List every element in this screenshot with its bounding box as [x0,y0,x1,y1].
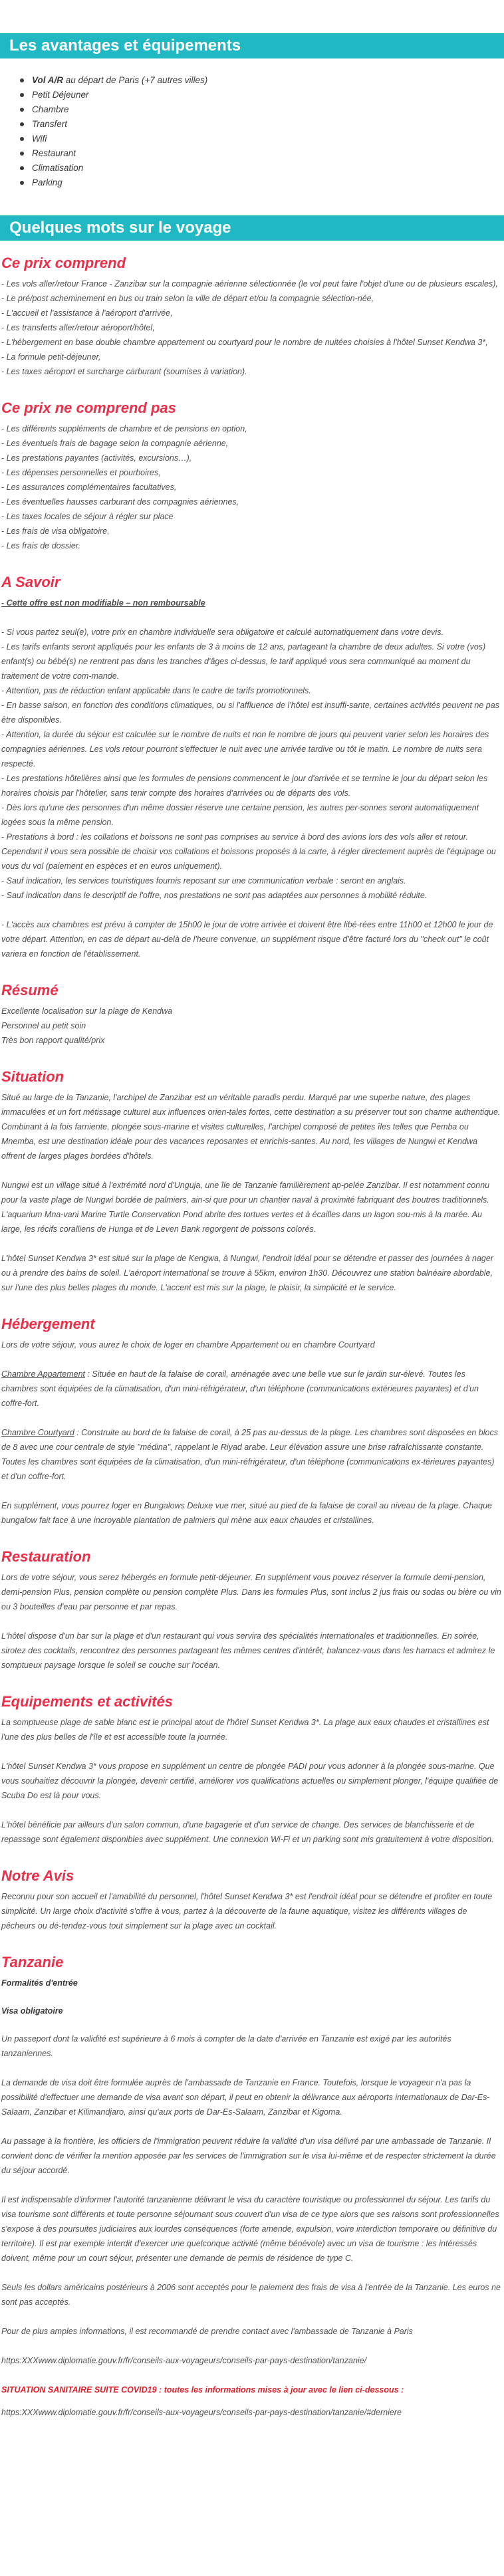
restauration-paragraph: L'hôtel dispose d'un bar sur la plage et d'un restaurant qui vous servira des spécialités internationales et traditionnelles. En soirée, sirotez des cocktails, rencontrez des personnes partageant les mêmes centres d'intérêt, balancez-vous dans les hamacs et admirez le somptueux paysage lorsque le soleil se couche sur l'océan. [1,1631,495,1670]
tanzanie-paragraph: Au passage à la frontière, les officiers de l'immigration peuvent réduire la validité d'un visa délivré par une ambassade de Tanzanie. Il convient donc de vérifier la mention apposée par les services de l'immigration sur le visa lui-même et de respecter strictement la durée du séjour accordé. [1,2137,496,2175]
advantages-list [0,73,504,190]
resume-line: Très bon rapport qualité/prix [1,1036,105,1045]
advantages-banner: Les avantages et équipements [0,33,504,59]
list-item: Climatisation [32,161,504,176]
a-savoir-paragraph: - L'accès aux chambres est prévu à compter de 15h00 le jour de votre arrivée et doivent être libé-rées entre 11h00 et 12h00 le jour de votre départ. Attention, en cas de départ au-delà de l'heure convenue, un supplément risque d'être facturé lors du "check out" le coût variera en fonction de l'établissement. [1,920,493,959]
equipements-paragraph: L'hôtel bénéficie par ailleurs d'un salon commun, d'une bagagerie et d'un service de change. Des services de blanchisserie et de repassage sont également disponibles avec supplément. Une connexion Wi-Fi et un parking sont mis gratuitement à votre disposition. [1,1820,494,1844]
equipements-paragraph: L'hôtel Sunset Kendwa 3* vous propose en supplément un centre de plongée PADI pour vous adonner à la plongée sous-marine. Que vous souhaitiez découvrir la plongée, devenir certifié, améliorer vos qualifications actuelles ou simplement plonger, l'équipe qualifiée de Scuba Do est là pour vous. [1,1762,499,1800]
list-item: - Les assurances complémentaires facultatives, [1,483,177,492]
resume-line: Personnel au petit soin [1,1021,86,1030]
tanzanie-paragraph: Il est indispensable d'informer l'autorité tanzanienne délivrant le visa du caractère touristique ou professionnel du séjour. Les tarifs du visa tourisme sont différents et toute personne séjournant sous couvert d'un visa de ce type alors que ses raisons sont professionnelles s'expose à des poursuites judiciaires aux lourdes conséquences (forte amende, expulsion, voire interdiction temporaire ou définitive du territoire). Il est par exemple interdit d'exercer une quelconque activité (même bénévole) avec un visa de tourisme : les intéressés doivent, même pour un court séjour, présenter une demande de permis de résidence de type C. [1,2195,499,2263]
list-item: Transfert [32,117,504,132]
about-content [0,254,504,2420]
list-item: - Les transferts aller/retour aéroport/hôtel, [1,323,155,332]
diplomatie-link[interactable]: https:XXXwww.diplomatie.gouv.fr/fr/conseils-aux-voyageurs/conseils-par-pays-destination/tanzanie/ [1,2356,367,2365]
list-item: - L'hébergement en base double chambre appartement ou courtyard pour le nombre de nuitées choisies à l'hôtel Sunset Kendwa 3*, [1,338,488,347]
list-item: Parking [32,176,504,190]
tanzanie-paragraph: Un passeport dont la validité est supérieure à 6 mois à compter de la date d'arrivée en Tanzanie est exigé par les autorités tanzaniennes. [1,2034,451,2058]
hebergement-courtyard: Chambre Courtyard : Construite au bord de la falaise de corail, à 25 pas au-dessus de la plage. Les chambres sont disposées en blocs de 8 avec une cour centrale de style "médina", rappelant le Riyad arabe. Leur élévation assure une brise rafraîchissante constante. Toutes les chambres sont équipées de la climatisation, d'un mini-réfrigérateur, d'un téléphone (communications ex-térieures payantes) et d'un coffre-fort. [1,1428,498,1481]
equipements-paragraph: La somptueuse plage de sable blanc est le principal atout de l'hôtel Sunset Kendwa 3*. La plage aux eaux chaudes et cristallines est l'une des plus belles de l'île et est accessible toute la journée. [1,1718,489,1742]
list-item: - Les frais de visa obligatoire, [1,527,110,536]
tanzanie-title: Tanzanie [1,1954,64,1970]
price-excludes-list [1,421,501,553]
tanzanie-paragraph: La demande de visa doit être formulée auprès de l'ambassade de Tanzanie en France. Toutefois, lorsque le voyageur n'a pas la possibilité d'effectuer une demande de visa avant son départ, il peut en obtenir la délivrance aux aéroports internationaux de Dar-Es-Salaam, Zanzibar et Kilimandjaro, ainsi qu'aux ports de Dar-Es-Salaam, Zanzibar et Kigoma. [1,2078,490,2117]
list-item: - Les dépenses personnelles et pourboires, [1,468,161,477]
hebergement-bungalow: En supplément, vous pourrez loger en Bungalows Deluxe vue mer, situé au pied de la falaise de corail au niveau de la plage. Chaque bungalow fait face à une incroyable plantation de palmiers qui mène aux eaux chaudes et cristallines. [1,1501,492,1525]
restauration-title: Restauration [1,1548,91,1565]
tanzanie-paragraph: Pour de plus amples informations, il est recommandé de prendre contact avec l'ambassade de Tanzanie à Paris [1,2327,413,2336]
hebergement-appartement: Chambre Appartement : Située en haut de la falaise de corail, aménagée avec une belle vue sur le jardin sur-élevé. Toutes les chambres sont équipées de la climatisation, d'un mini-réfrigérateur, d'un téléphone (communications extérieures payantes) et d'un coffre-fort. [1,1369,479,1408]
situation-paragraph: L'hôtel Sunset Kendwa 3* est situé sur la plage de Kengwa, à Nungwi, l'endroit idéal pour se détendre et passer des journées à nager ou à prendre des bains de soleil. L'aéroport international se trouve à 55km, environ 1h30. Découvrez une station balnéaire abordable, sur l'une des plus belles plages du monde. L'accent est mis sur la plage, le plaisir, la simplicité et le service. [1,1254,493,1292]
list-item: - Les prestations payantes (activités, excursions…), [1,453,192,463]
list-item: Restaurant [32,146,504,161]
list-item: - Les différents suppléments de chambre et de pensions en option, [1,424,247,433]
list-item: Chambre [32,102,504,117]
covid-notice: SITUATION SANITAIRE SUITE COVID19 : toutes les informations mises à jour avec le lien ci-dessous : [1,2385,404,2395]
price-excludes-title: Ce prix ne comprend pas [1,400,176,416]
restauration-paragraph: Lors de votre séjour, vous serez hébergés en formule petit-déjeuner. En supplément vous pouvez réserver la formule demi-pension, demi-pension Plus, pension complète ou pension complète Plus. Dans les formules Plus, sont inclus 2 jus frais ou sodas ou bière ou vin ou 3 bouteilles d'eau par personne et par repas. [1,1573,501,1611]
situation-paragraph: Situé au large de la Tanzanie, l'archipel de Zanzibar est un véritable paradis perdu. Marqué par une superbe nature, des plages immaculées et un fort métissage culturel aux influences orien-tales fortes, cette destination a su préserver tout son charme authentique. Combinant à la fois farniente, plongée sous-marine et visites culturelles, l'archipel composé de petites îles telles que Pemba ou Mnemba, est une destination idéale pour des vacances reposantes et enrichis-santes. Au nord, les villages de Nungwi et Kendwa offrent de larges plages bordées d'hôtels. [1,1093,501,1161]
formalites-heading: Formalités d'entrée [1,1978,78,1988]
list-item: Wifi [32,132,504,146]
covid-link[interactable]: https:XXXwww.diplomatie.gouv.fr/fr/conseils-aux-voyageurs/conseils-par-pays-destination/tanzanie/#derniere [1,2408,402,2417]
notre-avis-title: Notre Avis [1,1867,74,1884]
list-item: - Les vols aller/retour France - Zanzibar sur la compagnie aérienne sélectionnée (le vol peut faire l'objet d'une ou de plusieurs escales), [1,279,498,289]
situation-paragraph: Nungwi est un village situé à l'extrémité nord d'Unguja, une île de Tanzanie familièrement ap-pelée Zanzibar. Il est notamment connu pour la vaste plage de Nungwi bordée de palmiers, ain-si que pour un chantier naval à proximité fabriquant des boutres traditionnels. L'aquarium Mna-vani Marine Turtle Conservation Pond abrite des tortues vertes et à écailles dans un lagon sou-mis à la marée. Au large, les récifs coralliens de Hunga et de Leven Bank regorgent de poissons colorés. [1,1181,490,1234]
a-savoir-subtitle: - Cette offre est non modifiable – non remboursable [1,598,205,608]
hebergement-intro: Lors de votre séjour, vous aurez le choix de loger en chambre Appartement ou en chambre Courtyard [1,1340,375,1349]
list-item: - Les éventuels frais de bagage selon la compagnie aérienne, [1,439,229,448]
notre-avis-text: Reconnu pour son accueil et l'amabilité du personnel, l'hôtel Sunset Kendwa 3* est l'endroit idéal pour se détendre et profiter en toute simplicité. Un large choix d'activité s'offre à vous, partez à la découverte de la faune aquatique, visitez les différents villages de pêcheurs ou dé-tendez-vous tout simplement sur la plage avec un cocktail. [1,1892,493,1931]
list-item: Vol A/R au départ de Paris (+7 autres villes) [32,73,504,88]
visa-heading: Visa obligatoire [1,2006,63,2016]
list-item: - Les taxes aéroport et surcharge carburant (soumises à variation). [1,367,247,376]
list-item: - Le pré/post acheminement en bus ou train selon la ville de départ et/ou la compagnie sélection-née, [1,294,374,303]
resume-title: Résumé [1,982,59,998]
hebergement-title: Hébergement [1,1316,95,1332]
list-item: - La formule petit-déjeuner, [1,352,101,362]
equipements-title: Equipements et activités [1,1693,173,1710]
a-savoir-title: A Savoir [1,574,61,590]
list-item: Petit Déjeuner [32,88,504,102]
list-item: - Les éventuelles hausses carburant des compagnies aériennes, [1,497,239,507]
list-item: - Les frais de dossier. [1,541,81,550]
tanzanie-paragraph: Seuls les dollars américains postérieurs à 2006 sont acceptés pour le paiement des frais de visa à l'entrée de la Tanzanie. Les euros ne sont pas acceptés. [1,2283,501,2307]
price-includes-title: Ce prix comprend [1,255,126,271]
resume-line: Excellente localisation sur la plage de Kendwa [1,1006,173,1016]
list-item: - Les taxes locales de séjour à régler sur place [1,512,174,521]
situation-title: Situation [1,1068,64,1085]
about-banner: Quelques mots sur le voyage [0,215,504,241]
list-item: - L'accueil et l'assistance à l'aéroport d'arrivée, [1,308,173,318]
price-includes-list [1,277,501,379]
a-savoir-paragraph: - Si vous partez seul(e), votre prix en chambre individuelle sera obligatoire et calculé automatiquement dans votre devis. - Les tarifs enfants seront appliqués pour les enfants de 3 à moins de 12 ans, partageant la chambre de deux adultes. Si votre (vos) enfant(s) ou bébé(s) ne rentrent pas dans les tranches d'âges ci-dessus, le tarif appliqué vous sera communiqué au moment du traitement de votre com-mande. - Attention, pas de réduction enfant applicable dans le cadre de tarifs promotionnels. - En basse saison, en fonction des conditions climatiques, ou si l'affluence de l'hôtel est insuffi-sante, certaines activités peuvent ne pas être disponibles. - Attention, la durée du séjour est calculée sur le nombre de nuits et non le nombre de jours qui peuvent varier selon les horaires des compagnies aériennes. Les vols retour pourront s'effectuer le nuit avec une arrivée tardive ou tôt le matin. Le nombre de nuits sera respecté. - Les prestations hôtelières ainsi que les formules de pensions commencent le jour d'arrivée et se termine le jour du départ selon les horaires choisis par l'hôtelier, sans tenir compte des horaires d'arrivées ou de départs des vols. - Dès lors qu'une des personnes d'un même dossier réserve une certaine pension, les autres per-sonnes seront automatiquement logées sous la même pension. - Prestations à bord : les collations et boissons ne sont pas comprises au service à bord des avions lors des vols aller et retour. Cependant il vous sera possible de choisir vos collations et boissons proposés à la carte, à régler directement auprès de l'équipage ou vous du vol (paiement en espèces et en euros uniquement). - Sauf indication, les services touristiques fournis reposant sur une communication verbale : seront en anglais. - Sauf indication dans le descriptif de l'offre, nos prestations ne sont pas adaptées aux personnes à mobilité réduite. [1,628,499,900]
